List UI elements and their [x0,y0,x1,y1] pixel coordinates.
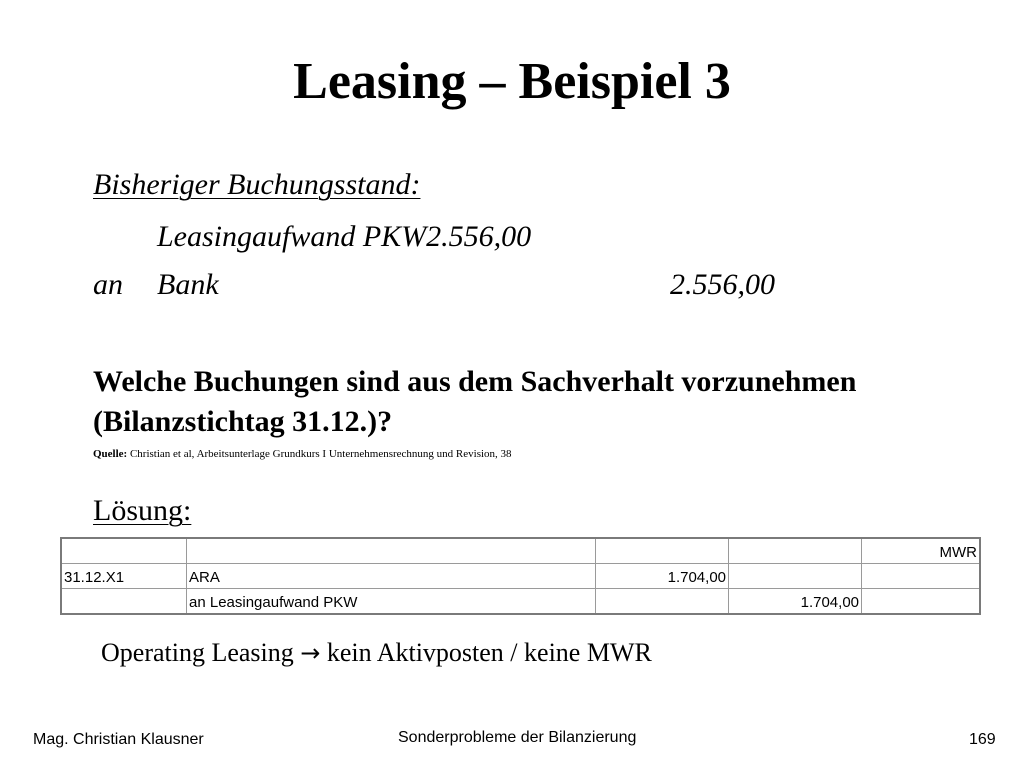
table-cell-account [187,538,596,564]
source-label: Quelle: [93,448,128,460]
conclusion-right: kein Aktivposten / keine MWR [320,638,652,667]
table-cell-credit [729,538,862,564]
table-cell-mwr [862,564,981,589]
page-title: Leasing – Beispiel 3 [293,53,731,110]
arrow-right-icon: → [300,639,321,667]
table-row [61,564,980,589]
table-cell-date: 31.12.X1 [61,564,187,589]
table-cell-credit [729,564,862,589]
question-line-2: (Bilanzstichtag 31.12.)? [93,405,393,438]
solution-booking-table [60,537,981,615]
question-line-1: Welche Buchungen sind aus dem Sachverhalt vorzunehmen [93,365,857,398]
table-cell-debit: 1.704,00 [596,564,729,589]
footer-author: Mag. Christian Klausner [33,731,204,748]
booking-row-credit-prefix: an [93,268,123,301]
table-row [61,538,980,564]
booking-row-credit-amount: 2.556,00 [670,268,775,301]
current-bookings-heading: Bisheriger Buchungsstand: [93,168,421,201]
table-cell-date [61,589,187,615]
table-cell-account: an Leasingaufwand PKW [187,589,596,615]
booking-row-credit-account: Bank [157,268,219,301]
table-cell-account: ARA [187,564,596,589]
table-cell-debit [596,589,729,615]
source-text: Christian et al, Arbeitsunterlage Grundkurs I Unternehmensrechnung und Revision, 38 [127,448,512,460]
footer-page-number: 169 [969,731,996,748]
footer-topic: Sonderprobleme der Bilanzierung [398,729,637,746]
table-cell-debit [596,538,729,564]
table-cell-credit: 1.704,00 [729,589,862,615]
source-citation [93,448,512,460]
table-cell-mwr: MWR [862,538,981,564]
conclusion-text [101,638,652,668]
table-cell-mwr [862,589,981,615]
solution-heading: Lösung: [93,494,192,527]
booking-row-debit-account: Leasingaufwand PKW2.556,00 [157,220,532,253]
table-cell-date [61,538,187,564]
table-row [61,589,980,615]
conclusion-left: Operating Leasing [101,638,301,667]
